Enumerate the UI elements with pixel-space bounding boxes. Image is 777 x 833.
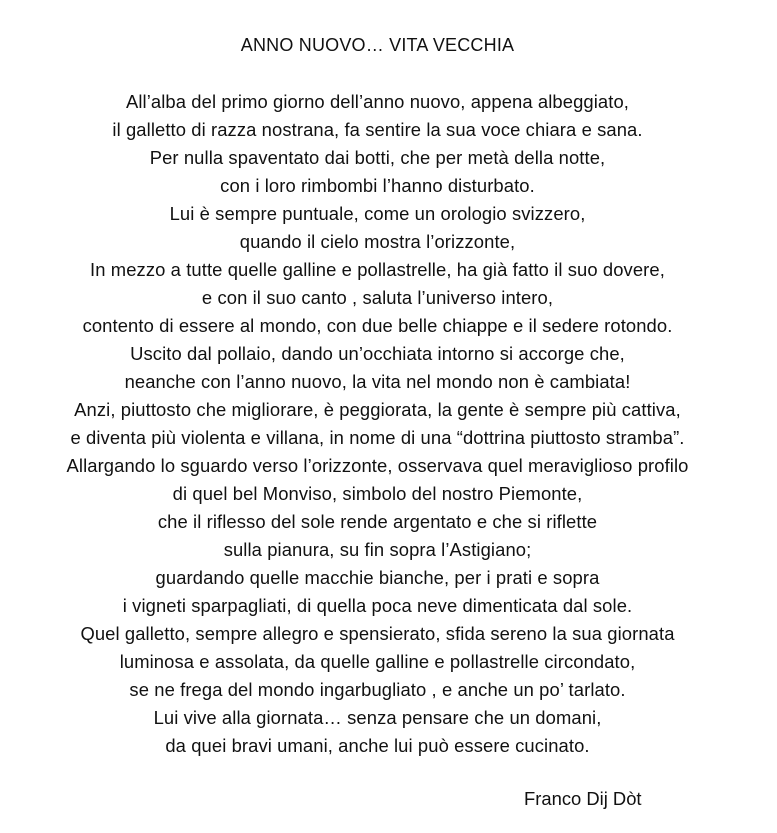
- poem-line: e con il suo canto , saluta l’universo intero,: [201, 287, 554, 308]
- poem-line: Per nulla spaventato dai botti, che per metà della notte,: [149, 147, 606, 168]
- poem-line: neanche con l’anno nuovo, la vita nel mondo non è cambiata!: [124, 371, 631, 392]
- poem-line: Lui vive alla giornata… senza pensare che un domani,: [153, 707, 602, 728]
- poem-line: di quel bel Monviso, simbolo del nostro Piemonte,: [172, 483, 583, 504]
- poem-line: luminosa e assolata, da quelle galline e pollastrelle circondato,: [119, 651, 636, 672]
- poem-line: con i loro rimbombi l’hanno disturbato.: [220, 175, 535, 196]
- poem-line: Anzi, piuttosto che migliorare, è peggiorata, la gente è sempre più cattiva,: [74, 399, 681, 420]
- poem-line: i vigneti sparpagliati, di quella poca neve dimenticata dal sole.: [122, 595, 633, 616]
- poem-line: All’alba del primo giorno dell’anno nuovo, appena albeggiato,: [125, 91, 629, 112]
- poem-line: da quei bravi umani, anche lui può essere cucinato.: [165, 735, 590, 756]
- poem-line: quando il cielo mostra l’orizzonte,: [239, 231, 516, 252]
- poem-line: che il riflesso del sole rende argentato e che si riflette: [157, 511, 598, 532]
- poem-line: In mezzo a tutte quelle galline e pollastrelle, ha già fatto il suo dovere,: [90, 259, 665, 280]
- poem-line: se ne frega del mondo ingarbugliato , e anche un po’ tarlato.: [129, 679, 626, 700]
- poem-line: e diventa più violenta e villana, in nome di una “dottrina piuttosto stramba”.: [70, 427, 685, 448]
- poem-line: contento di essere al mondo, con due belle chiappe e il sedere rotondo.: [82, 315, 673, 336]
- poem-line: guardando quelle macchie bianche, per i prati e sopra: [155, 567, 600, 588]
- author-signature: Franco Dij Dòt: [524, 788, 642, 809]
- poem-line: Quel galletto, sempre allegro e spensierato, sfida sereno la sua giornata: [80, 623, 675, 644]
- poem-title: ANNO NUOVO… VITA VECCHIA: [240, 35, 515, 55]
- poem-line: il galletto di razza nostrana, fa sentire la sua voce chiara e sana.: [112, 119, 643, 140]
- poem-body: [0, 88, 755, 760]
- poem-line: Allargando lo sguardo verso l’orizzonte, osservava quel meraviglioso profilo: [66, 455, 689, 476]
- poem-line: Uscito dal pollaio, dando un’occhiata intorno si accorge che,: [130, 343, 625, 364]
- poem-line: sulla pianura, su fin sopra l’Astigiano;: [223, 539, 532, 560]
- poem-line: Lui è sempre puntuale, come un orologio svizzero,: [169, 203, 586, 224]
